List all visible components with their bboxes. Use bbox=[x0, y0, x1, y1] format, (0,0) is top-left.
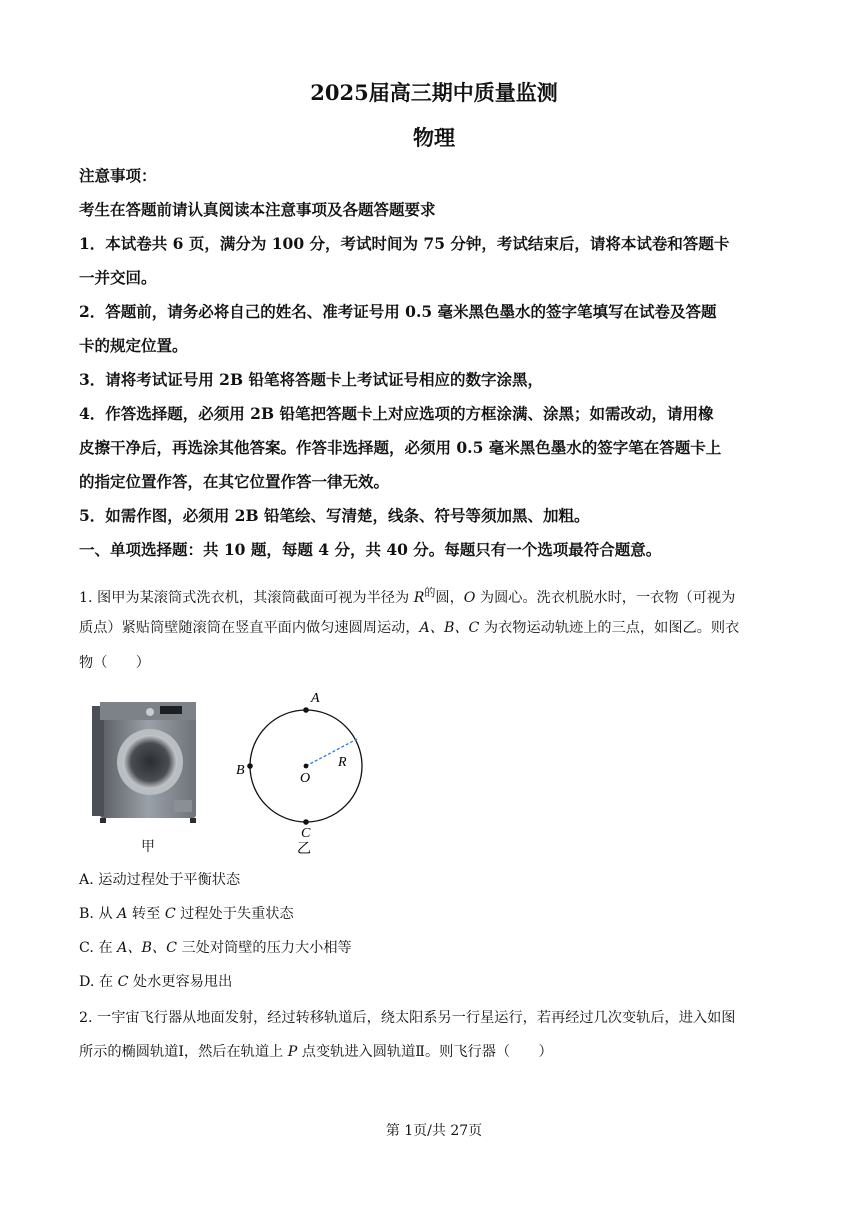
notice-item-5: 5．如需作图，必须用 2B 铅笔绘、写清楚，线条、符号等须加黑、加粗。 bbox=[79, 506, 590, 525]
q1-line-1 bbox=[79, 583, 794, 608]
opt-var: A bbox=[117, 906, 128, 922]
opt-text: B. 从 bbox=[79, 906, 118, 922]
notice-item-2-line-2: 卡的规定位置。 bbox=[79, 336, 188, 355]
q1-text: 的 bbox=[424, 586, 436, 599]
q1-text: 质点）紧贴筒壁随滚筒在竖直平面内做匀速圆周运动， bbox=[79, 620, 420, 636]
exam-subject: 物理 bbox=[413, 125, 455, 150]
opt-text: 过程处于失重状态 bbox=[175, 906, 294, 922]
label-b: B bbox=[236, 763, 245, 778]
notice-item-4-line-1: 4．作答选择题，必须用 2B 铅笔把答题卡上对应选项的方框涂满、涂黑；如需改动，请用橡 bbox=[79, 404, 714, 423]
notice-item-4-line-2: 皮擦干净后，再选涂其他答案。作答非选择题，必须用 0.5 毫米黑色墨水的签字笔在答题卡上 bbox=[79, 438, 722, 457]
figure-jia-label: 甲 bbox=[141, 839, 155, 855]
opt-text: C. 在 bbox=[79, 940, 118, 956]
notice-item-1-line-2: 一并交回。 bbox=[79, 268, 157, 287]
q1-text: 1. 图甲为某滚筒式洗衣机，其滚筒截面可视为半径为 bbox=[79, 590, 414, 606]
point-o bbox=[304, 764, 309, 769]
section-1-heading: 一、单项选择题：共 10 题，每题 4 分，共 40 分。每题只有一个选项最符合题意。 bbox=[79, 540, 662, 559]
notice-item-3: 3．请将考试证号用 2B 铅笔将答题卡上考试证号相应的数字涂黑， bbox=[79, 370, 543, 389]
radius-line bbox=[306, 739, 357, 766]
exam-title: 2025届高三期中质量监测 bbox=[310, 80, 558, 105]
q1-option-c bbox=[79, 938, 352, 958]
q1-line-2 bbox=[79, 618, 794, 638]
q1-var-abc: A、B、C bbox=[419, 620, 480, 636]
label-c: C bbox=[301, 826, 311, 841]
notice-intro: 考生在答题前请认真阅读本注意事项及各题答题要求 bbox=[79, 200, 436, 219]
opt-text: D. 在 bbox=[79, 974, 118, 990]
q1-var-o: O bbox=[463, 590, 476, 606]
q2-text: 点变轨进入圆轨道Ⅱ。则飞行器（ ） bbox=[297, 1044, 553, 1060]
q1-text: 为衣物运动轨迹上的三点，如图乙。则衣 bbox=[479, 620, 740, 636]
q2-line-2 bbox=[79, 1042, 794, 1062]
circular-path-diagram bbox=[230, 686, 375, 856]
label-a: A bbox=[311, 691, 320, 706]
q1-option-a: A. 运动过程处于平衡状态 bbox=[79, 872, 241, 888]
point-b bbox=[247, 763, 253, 769]
opt-var: C bbox=[164, 906, 176, 922]
opt-var: A、B、C bbox=[117, 940, 177, 956]
point-c bbox=[303, 819, 309, 825]
label-r: R bbox=[338, 755, 347, 770]
opt-text: 三处对筒壁的压力大小相等 bbox=[176, 940, 352, 956]
q1-option-b bbox=[79, 904, 294, 924]
q1-line-3: 物（ ） bbox=[79, 655, 150, 671]
washing-machine-image bbox=[90, 700, 200, 825]
q2-var-p: P bbox=[287, 1044, 298, 1060]
page-number: 第 1页/共 27页 bbox=[385, 1123, 483, 1139]
q1-text: 圆， bbox=[435, 590, 464, 606]
q1-option-d bbox=[79, 972, 232, 992]
opt-var: C bbox=[117, 974, 129, 990]
notice-item-4-line-3: 的指定位置作答，在其它位置作答一律无效。 bbox=[79, 472, 390, 491]
figure-yi-label: 乙 bbox=[297, 842, 311, 856]
q1-text: 为圆心。洗衣机脱水时，一衣物（可视为 bbox=[475, 590, 736, 606]
point-a bbox=[303, 707, 309, 713]
label-o: O bbox=[300, 771, 311, 786]
q1-var-r: R bbox=[413, 590, 425, 606]
notice-item-1-line-1: 1．本试卷共 6 页，满分为 100 分，考试时间为 75 分钟，考试结束后，请将本试卷和答题卡 bbox=[79, 234, 730, 253]
opt-text: 转至 bbox=[127, 906, 165, 922]
notice-item-2-line-1: 2．答题前，请务必将自己的姓名、准考证号用 0.5 毫米黑色墨水的签字笔填写在试卷及答题 bbox=[79, 302, 717, 321]
notice-heading: 注意事项： bbox=[79, 166, 157, 185]
opt-text: 处水更容易甩出 bbox=[128, 974, 233, 990]
q2-line-1: 2. 一宇宙飞行器从地面发射，经过转移轨道后，绕太阳系另一行星运行，若再经过几次变轨后，进入如图 bbox=[79, 1010, 736, 1026]
q2-text: 所示的椭圆轨道Ⅰ，然后在轨道上 bbox=[79, 1044, 288, 1060]
